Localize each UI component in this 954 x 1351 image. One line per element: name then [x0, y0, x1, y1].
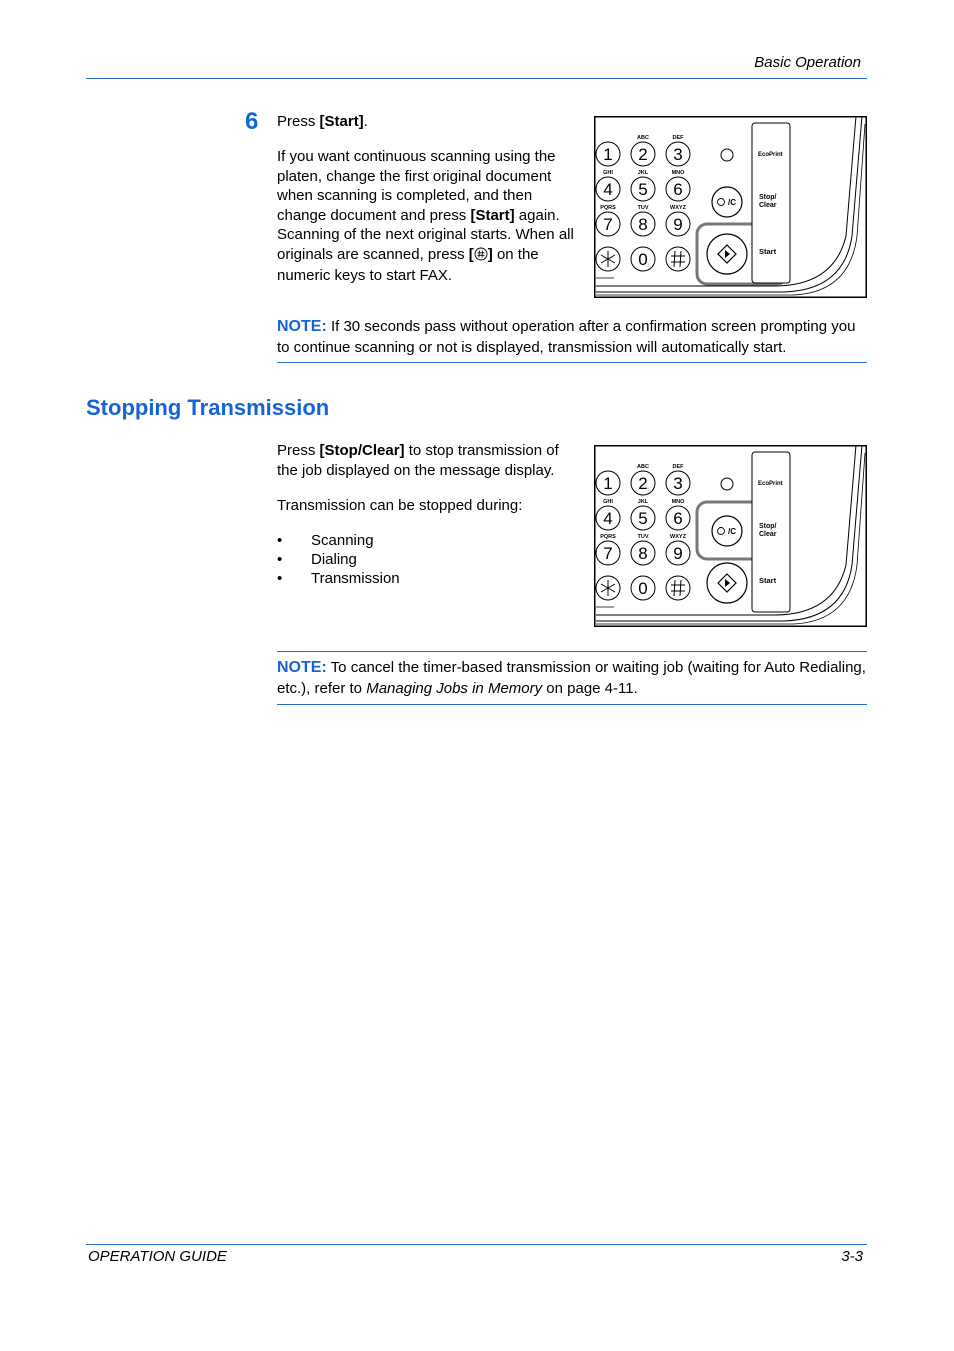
hash-key-icon	[474, 247, 488, 267]
stop-key-glyph: /C	[728, 198, 736, 207]
key-digit: 1	[603, 145, 613, 164]
footer-rule	[86, 1244, 867, 1245]
key-letters: ABC	[637, 464, 649, 470]
step6-instruction: Press [Start].	[277, 113, 368, 130]
operation-panel-stop-illustration	[594, 445, 867, 627]
key-letters: DEF	[672, 135, 684, 141]
indicator-light	[721, 478, 733, 490]
header-section-label: Basic Operation	[754, 54, 861, 71]
key-letters: MNO	[671, 170, 685, 176]
start-label: Start	[759, 576, 777, 585]
key-digit: 3	[673, 145, 683, 164]
stop-clear-key	[712, 187, 742, 217]
key-letters: PQRS	[600, 205, 616, 211]
step6-paragraph: If you want continuous scanning using the platen, change the first original document when scanning is completed, and then change document and press [Start] again. Scanning of the next original starts. When all originals are scanned, press [ ] on the numeric keys to start FAX.	[277, 148, 574, 284]
key-digit: 2	[638, 145, 648, 164]
key-letters: ABC	[637, 135, 649, 141]
stop-key-glyph: /C	[728, 527, 736, 536]
stop-during-label: Transmission can be stopped during:	[277, 497, 523, 514]
key-letters: WXYZ	[670, 205, 686, 211]
stop-instruction: Press [Stop/Clear] to stop transmission of the job displayed on the message display.	[277, 442, 559, 479]
section-title: Stopping Transmission	[86, 395, 330, 420]
key-letters: WXYZ	[670, 534, 686, 540]
step-number: 6	[245, 108, 259, 135]
indicator-light	[721, 149, 733, 161]
stop-clear-label: Clear	[759, 202, 777, 209]
note-2-bottom-rule	[277, 704, 867, 705]
note-2: NOTE: To cancel the timer-based transmission or waiting job (waiting for Auto Redialing, etc.), refer to Managing Jobs in Memory on page 4-11.	[277, 659, 866, 697]
key-digit: 7	[603, 544, 613, 563]
key-letters: JKL	[637, 499, 649, 505]
key-digit: 7	[603, 215, 613, 234]
stop-clear-key	[712, 516, 742, 546]
list-item: • Scanning	[277, 532, 374, 549]
footer-page-number: 3-3	[841, 1248, 863, 1265]
key-digit: 8	[638, 544, 648, 563]
key-digit: 9	[673, 215, 683, 234]
key-letters: JKL	[637, 170, 649, 176]
key-digit: 4	[603, 180, 613, 199]
key-digit: 2	[638, 474, 648, 493]
key-letters: TUV	[637, 534, 649, 540]
key-letters: PQRS	[600, 534, 616, 540]
operation-panel-start-illustration	[594, 116, 867, 298]
key-digit: 0	[638, 250, 648, 269]
key-letters: MNO	[671, 499, 685, 505]
key-digit: 4	[603, 509, 613, 528]
list-item: • Dialing	[277, 551, 357, 568]
key-digit: 3	[673, 474, 683, 493]
key-digit: 9	[673, 544, 683, 563]
stop-clear-label: Stop/	[759, 523, 777, 530]
note-1: NOTE: If 30 seconds pass without operation after a confirmation screen prompting you to continue scanning or not is displayed, transmission will automatically start.	[277, 318, 856, 356]
key-digit: 6	[673, 509, 683, 528]
key-digit: 5	[638, 509, 648, 528]
note-2-top-rule	[277, 651, 867, 652]
key-letters: TUV	[637, 205, 649, 211]
key-letters: GHI	[603, 170, 613, 176]
ecoprint-label: EcoPrint	[758, 152, 783, 158]
key-digit: 0	[638, 579, 648, 598]
start-label: Start	[759, 247, 777, 256]
key-digit: 1	[603, 474, 613, 493]
note-1-rule	[277, 362, 867, 363]
stop-clear-label: Clear	[759, 531, 777, 538]
stop-during-list	[277, 531, 400, 588]
list-item: • Transmission	[277, 570, 400, 587]
header-rule	[86, 78, 867, 79]
key-circle	[666, 576, 690, 600]
key-digit: 8	[638, 215, 648, 234]
key-digit: 5	[638, 180, 648, 199]
footer-guide-title: OPERATION GUIDE	[88, 1248, 227, 1265]
key-letters: GHI	[603, 499, 613, 505]
key-digit: 6	[673, 180, 683, 199]
ecoprint-label: EcoPrint	[758, 481, 783, 487]
stop-clear-label: Stop/	[759, 194, 777, 201]
key-letters: DEF	[672, 464, 684, 470]
key-circle	[666, 247, 690, 271]
